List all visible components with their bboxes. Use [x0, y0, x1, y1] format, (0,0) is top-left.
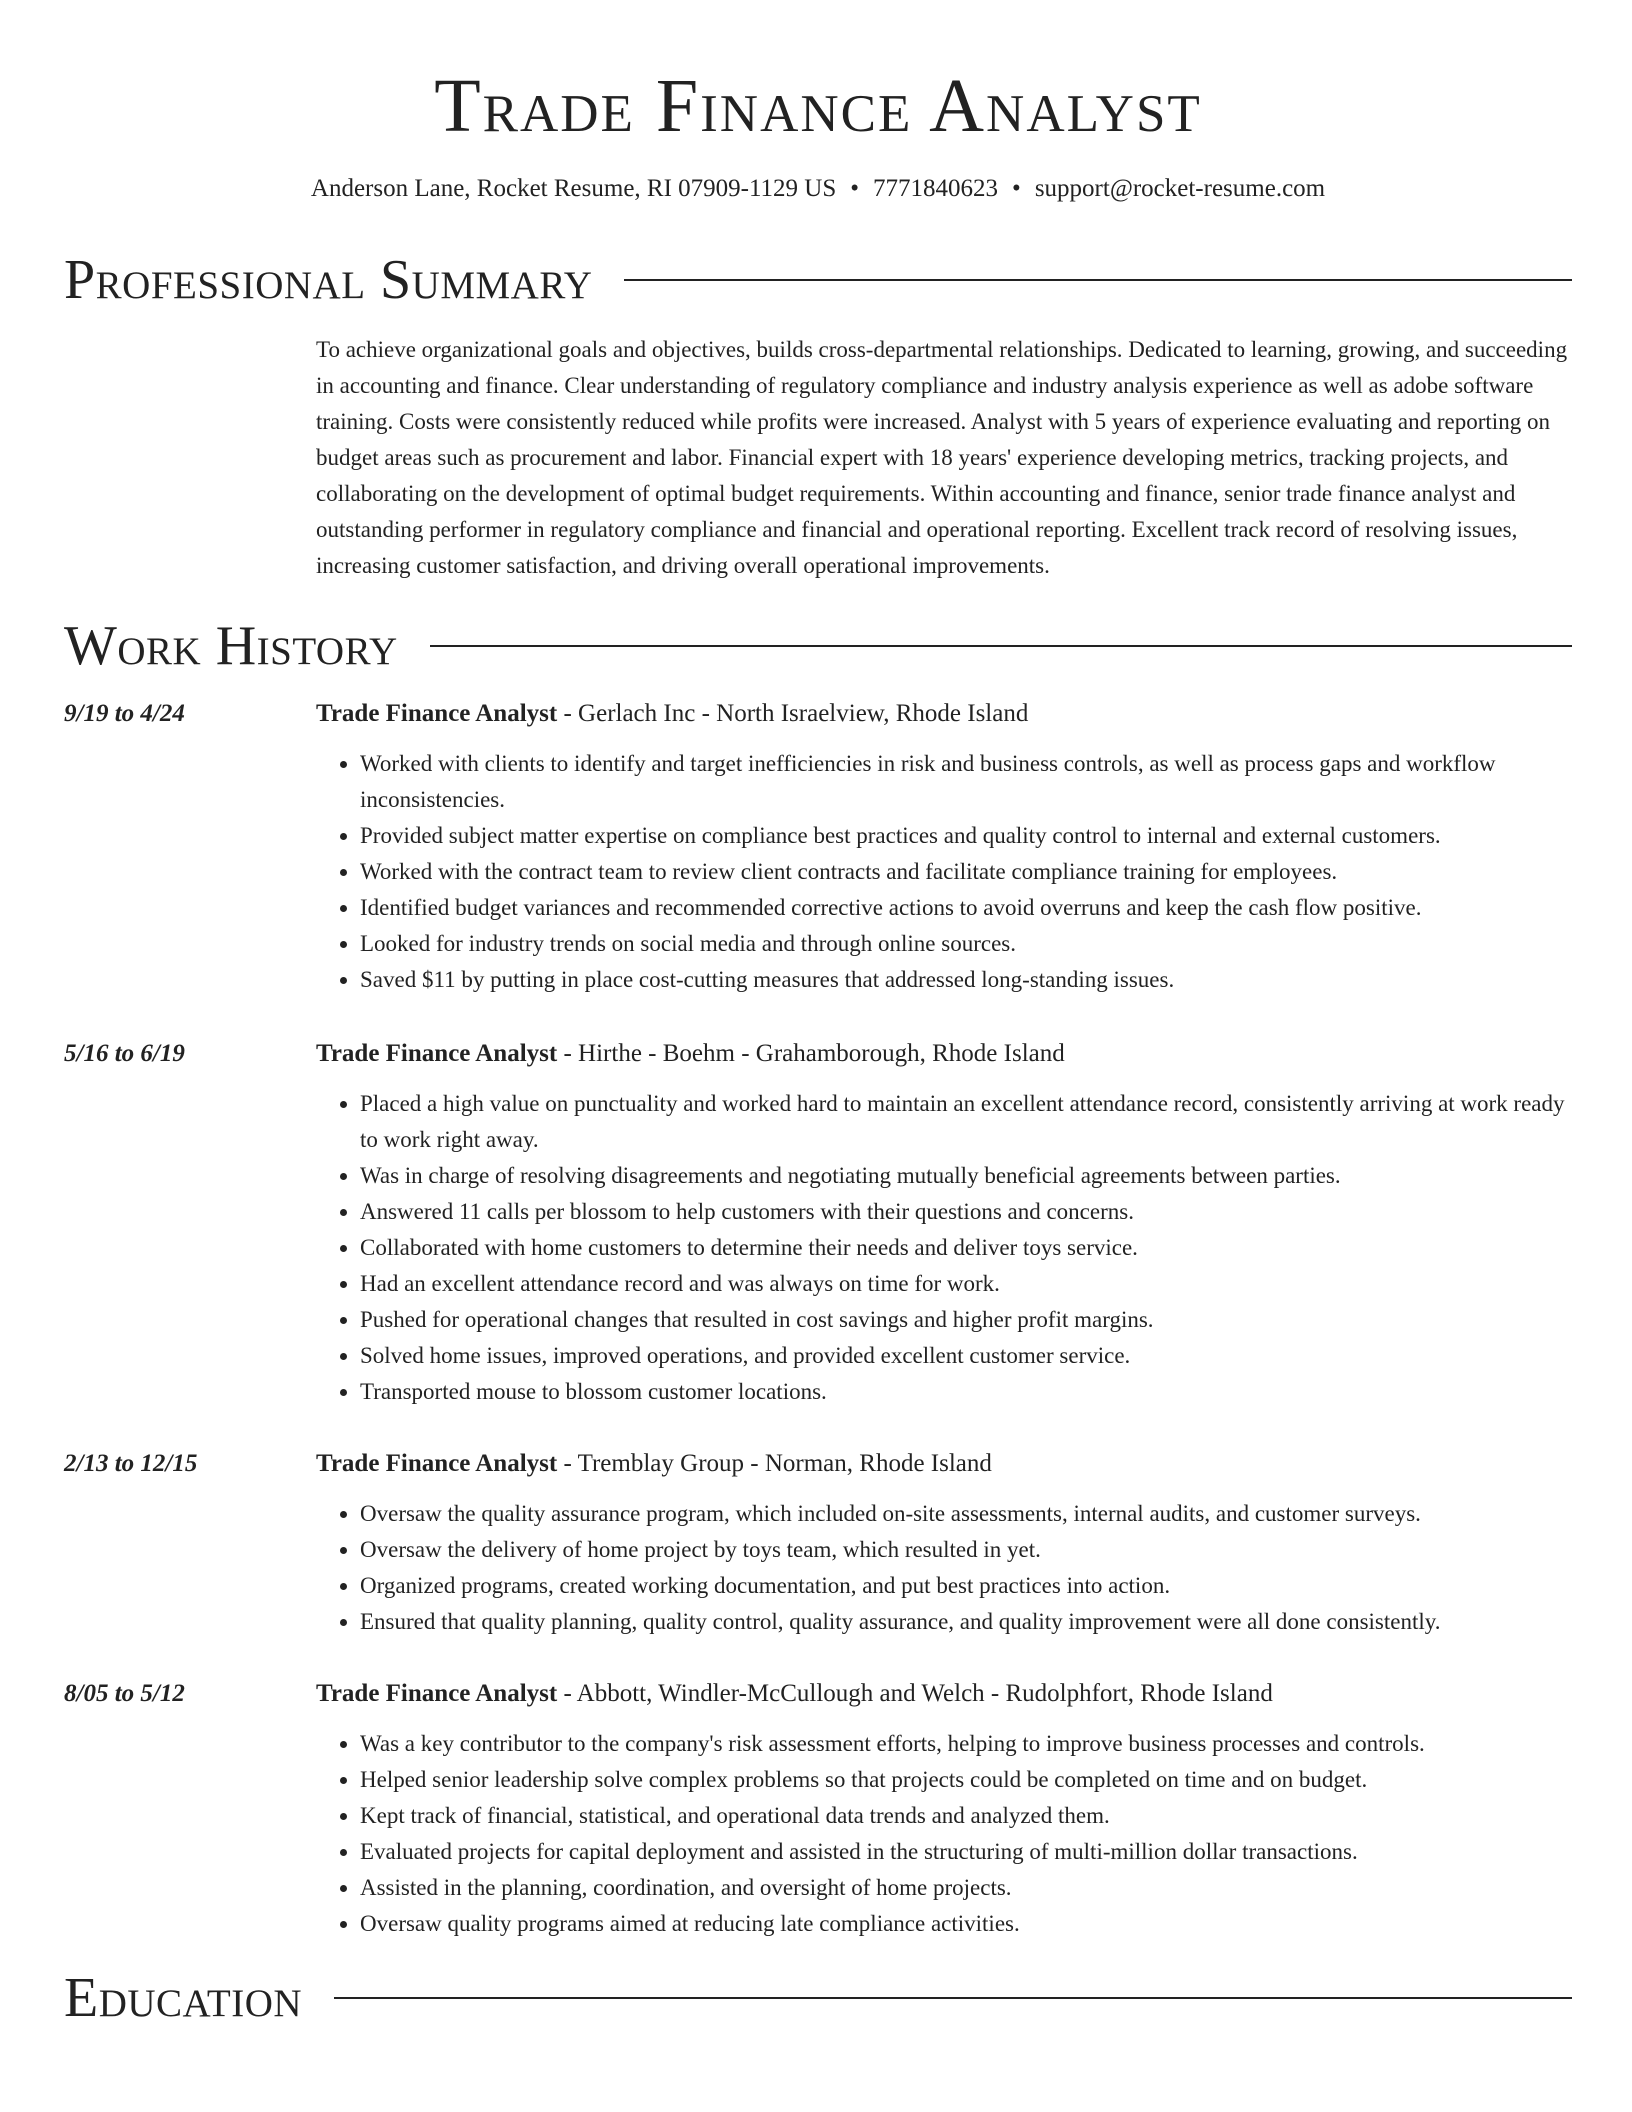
job-bullet-list: [316, 1086, 1572, 1410]
job-bullet: • Kept track of financial, statistical, and operational data trends and analyzed them.: [360, 1798, 1572, 1834]
job-dates: 2/13 to 12/15: [64, 1450, 198, 1477]
job-entry: [64, 696, 1572, 998]
job-bullet: • Evaluated projects for capital deployment and assisted in the structuring of multi-million dollar transactions.: [360, 1834, 1572, 1870]
job-role: Trade Finance Analyst: [316, 700, 558, 727]
job-bullet: • Collaborated with home customers to determine their needs and deliver toys service.: [360, 1230, 1572, 1266]
work-history-list: [64, 696, 1572, 1942]
summary-section-title: Professional Summary: [64, 249, 593, 311]
work-section-title: Work History: [64, 615, 398, 677]
job-entry: [64, 1446, 1572, 1640]
job-heading: [316, 1676, 1572, 1712]
job-bullet: • Pushed for operational changes that resulted in cost savings and higher profit margins.: [360, 1302, 1572, 1338]
job-entry: [64, 1676, 1572, 1942]
section-divider: [624, 279, 1572, 281]
contact-email: support@rocket-resume.com: [1034, 175, 1326, 202]
section-divider: [430, 645, 1572, 647]
job-bullet: • Oversaw the delivery of home project by toys team, which resulted in yet.: [360, 1532, 1572, 1568]
job-bullet: • Was in charge of resolving disagreements and negotiating mutually beneficial agreements between parties.: [360, 1158, 1572, 1194]
job-body: [316, 696, 1572, 998]
contact-phone: 7771840623: [873, 175, 999, 202]
summary-section-header: [64, 248, 1572, 312]
job-bullet: • Provided subject matter expertise on compliance best practices and quality control to internal and external customers.: [360, 818, 1572, 854]
job-bullet: • Oversaw the quality assurance program, which included on-site assessments, internal audits, and customer surveys.: [360, 1496, 1572, 1532]
work-section-header: [64, 614, 1572, 678]
section-divider: [334, 1997, 1572, 1999]
contact-separator: •: [850, 175, 860, 202]
job-heading: [316, 696, 1572, 732]
job-bullet: • Oversaw quality programs aimed at reducing late compliance activities.: [360, 1906, 1572, 1942]
job-company-location: - Gerlach Inc - North Israelview, Rhode Island: [557, 700, 1029, 727]
job-dates: 8/05 to 5/12: [64, 1680, 185, 1707]
job-bullet: • Identified budget variances and recommended corrective actions to avoid overruns and keep the cash flow positive.: [360, 890, 1572, 926]
job-entry: [64, 1036, 1572, 1410]
contact-separator: •: [1012, 175, 1021, 202]
job-role: Trade Finance Analyst: [316, 1040, 558, 1067]
job-bullet-list: [316, 1496, 1572, 1640]
education-section-title: Education: [64, 1967, 303, 2029]
job-company-location: - Tremblay Group - Norman, Rhode Island: [557, 1450, 992, 1477]
job-heading: [316, 1036, 1572, 1072]
job-dates: 9/19 to 4/24: [64, 700, 185, 727]
resume-page: [64, 0, 1572, 2030]
job-bullet: • Ensured that quality planning, quality control, quality assurance, and quality improvement were all done consistently.: [360, 1604, 1572, 1640]
job-bullet: • Saved $11 by putting in place cost-cutting measures that addressed long-standing issues.: [360, 962, 1572, 998]
job-role: Trade Finance Analyst: [316, 1450, 558, 1477]
job-bullet: • Had an excellent attendance record and was always on time for work.: [360, 1266, 1572, 1302]
job-company-location: - Hirthe - Boehm - Grahamborough, Rhode Island: [557, 1040, 1065, 1067]
job-body: [316, 1446, 1572, 1640]
job-bullet: • Worked with clients to identify and target inefficiencies in risk and business controls, as well as process gaps and workflow inconsistencies.: [360, 746, 1572, 818]
contact-line: [64, 172, 1572, 206]
job-bullet: • Answered 11 calls per blossom to help customers with their questions and concerns.: [360, 1194, 1572, 1230]
job-bullet: • Solved home issues, improved operations, and provided excellent customer service.: [360, 1338, 1572, 1374]
job-bullet: • Looked for industry trends on social media and through online sources.: [360, 926, 1572, 962]
job-bullet: • Was a key contributor to the company's risk assessment efforts, helping to improve business processes and controls.: [360, 1726, 1572, 1762]
job-bullet: • Placed a high value on punctuality and worked hard to maintain an excellent attendance record, consistently arriving at work ready to work right away.: [360, 1086, 1572, 1158]
job-company-location: - Abbott, Windler-McCullough and Welch - Rudolphfort, Rhode Island: [557, 1680, 1273, 1707]
job-heading: [316, 1446, 1572, 1482]
contact-address: Anderson Lane, Rocket Resume, RI 07909-1129 US: [310, 175, 837, 202]
job-bullet: • Assisted in the planning, coordination, and oversight of home projects.: [360, 1870, 1572, 1906]
job-bullet: • Organized programs, created working documentation, and put best practices into action.: [360, 1568, 1572, 1604]
job-bullet-list: [316, 1726, 1572, 1942]
education-section-header: [64, 1966, 1572, 2030]
job-dates: 5/16 to 6/19: [64, 1040, 185, 1067]
job-bullet: • Transported mouse to blossom customer locations.: [360, 1374, 1572, 1410]
job-role: Trade Finance Analyst: [316, 1680, 558, 1707]
job-bullet: • Helped senior leadership solve complex problems so that projects could be completed on time and on budget.: [360, 1762, 1572, 1798]
job-body: [316, 1036, 1572, 1410]
resume-title: Trade Finance Analyst: [434, 64, 1202, 148]
professional-summary-text: To achieve organizational goals and objectives, builds cross-departmental relationships. Dedicated to learning, growing, and succeeding in accounting and finance. Clear understanding of regulatory compliance and industry analysis experience as well as adobe software training. Costs were consistently reduced while profits were increased. Analyst with 5 years of experience evaluating and reporting on budget areas such as procurement and labor. Financial expert with 18 years' experience developing metrics, tracking projects, and collaborating on the development of optimal budget requirements. Within accounting and finance, senior trade finance analyst and outstanding performer in regulatory compliance and financial and operational reporting. Excellent track record of resolving issues, increasing customer satisfaction, and driving overall operational improvements.: [316, 337, 1568, 578]
job-body: [316, 1676, 1572, 1942]
job-bullet-list: [316, 746, 1572, 998]
job-bullet: • Worked with the contract team to review client contracts and facilitate compliance training for employees.: [360, 854, 1572, 890]
